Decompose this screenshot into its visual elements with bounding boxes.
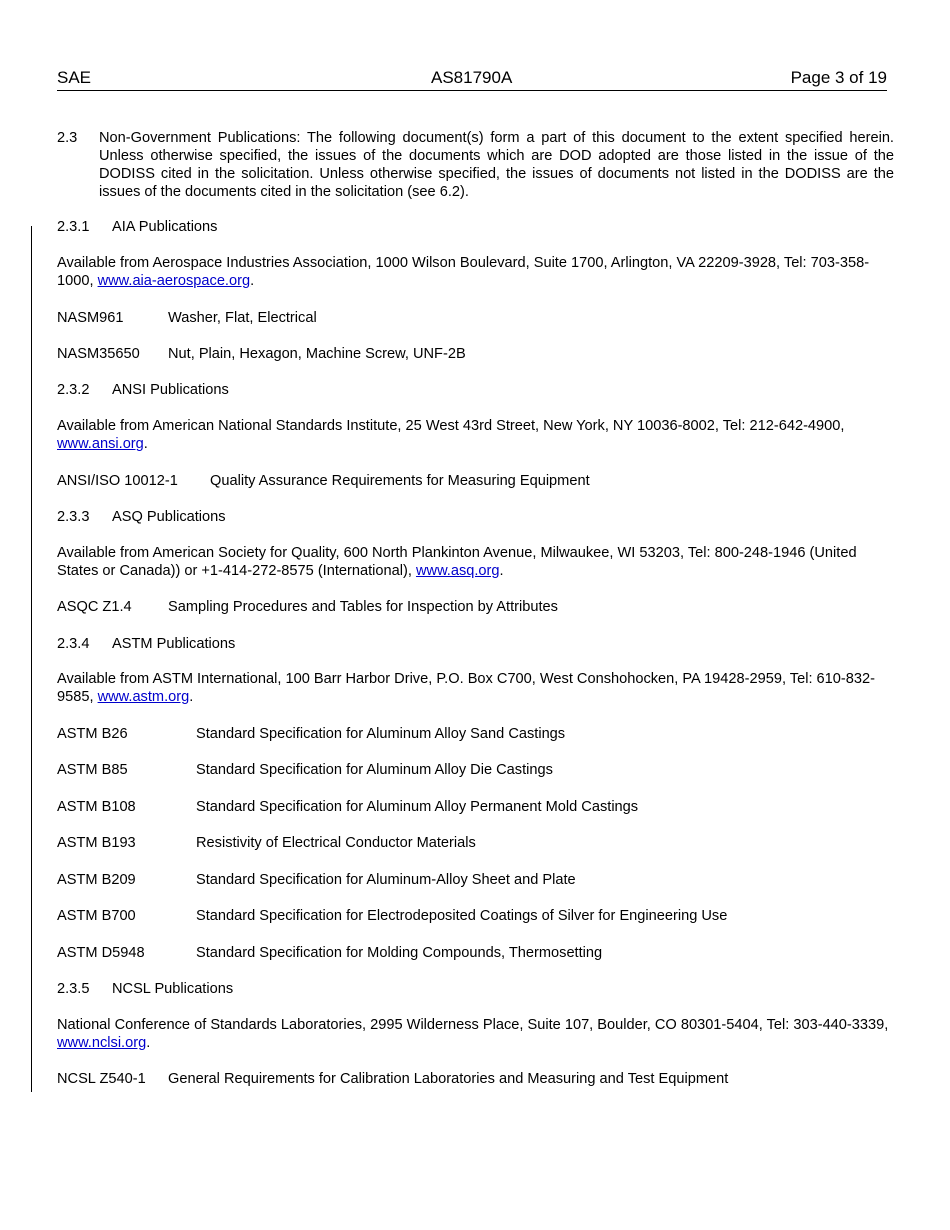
reference-row — [57, 798, 894, 816]
reference-title: Quality Assurance Requirements for Measuring Equipment — [210, 473, 590, 489]
availability-text: Available from Aerospace Industries Association, 1000 Wilson Boulevard, Suite 1700, Arlington, VA 22209-3928, Tel: 703-358-1000, — [57, 255, 870, 289]
section-heading-aia — [57, 218, 894, 236]
section-number: 2.3.2 — [57, 382, 90, 398]
page-header — [57, 68, 887, 91]
availability-asq: Available from American Society for Quality, 600 North Plankinton Avenue, Milwaukee, WI 53203, Tel: 800-248-1946 (United States or Canada)) or +1-414-272-8575 (International), www.asq.org. — [57, 545, 857, 579]
availability-text: Available from American Society for Quality, 600 North Plankinton Avenue, Milwaukee, WI 53203, Tel: 800-248-1946 (United States or Canada)) or +1-414-272-8575 (International), — [57, 545, 857, 579]
reference-code: NASM961 — [57, 310, 124, 326]
reference-title: Standard Specification for Electrodeposited Coatings of Silver for Engineering Use — [196, 908, 728, 924]
section-heading-ncsl — [57, 980, 894, 998]
ncsl-link[interactable]: www.nclsi.org — [57, 1035, 147, 1051]
reference-row — [57, 309, 894, 327]
header-org: SAE — [57, 68, 92, 87]
change-bar — [31, 226, 32, 1092]
section-heading-astm — [57, 635, 894, 653]
reference-title: Standard Specification for Aluminum Alloy Die Castings — [196, 762, 553, 778]
reference-row — [57, 907, 894, 925]
section-title: NCSL Publications — [112, 981, 234, 997]
reference-row — [57, 472, 894, 490]
header-doc-number: AS81790A — [431, 68, 513, 87]
header-page-number: Page 3 of 19 — [790, 68, 887, 87]
reference-title: Nut, Plain, Hexagon, Machine Screw, UNF-2B — [168, 346, 466, 362]
reference-code: ASTM B108 — [57, 799, 136, 815]
reference-code: ASTM B209 — [57, 872, 136, 888]
availability-text: Available from American National Standards Institute, 25 West 43rd Street, New York, NY 10036-8002, Tel: 212-642-4900, — [57, 418, 845, 434]
reference-title: Resistivity of Electrical Conductor Materials — [196, 835, 476, 851]
reference-row — [57, 725, 894, 743]
reference-title: Sampling Procedures and Tables for Inspection by Attributes — [168, 599, 558, 615]
reference-title: Standard Specification for Aluminum Alloy Permanent Mold Castings — [196, 799, 639, 815]
section-title: ASQ Publications — [112, 509, 226, 525]
section-title: ASTM Publications — [112, 636, 236, 652]
reference-code: ASTM B193 — [57, 835, 136, 851]
reference-code: NASM35650 — [57, 346, 140, 362]
section-text: Non-Government Publications: The following document(s) form a part of this document to the extent specified herein. Unless otherwise specified, the issues of the documents which are DOD adopted are those listed in the issue of the DODISS cited in the solicitation. Unless otherwise specified, the issues of documents not listed in the DODISS are the issues of the documents cited in the solicitation (see 6.2). — [99, 130, 894, 200]
reference-title: Standard Specification for Aluminum-Alloy Sheet and Plate — [196, 872, 576, 888]
reference-code: ANSI/ISO 10012-1 — [57, 473, 178, 489]
reference-title: Standard Specification for Molding Compounds, Thermosetting — [196, 945, 603, 961]
reference-row — [57, 345, 894, 363]
reference-row — [57, 598, 894, 616]
availability-text: National Conference of Standards Laboratories, 2995 Wilderness Place, Suite 107, Boulder, CO 80301-5404, Tel: 303-440-3339, — [57, 1017, 889, 1033]
availability-aia: Available from Aerospace Industries Association, 1000 Wilson Boulevard, Suite 1700, Arlington, VA 22209-3928, Tel: 703-358-1000, www.aia-aerospace.org. — [57, 255, 870, 289]
section-number: 2.3.1 — [57, 219, 90, 235]
reference-code: NCSL Z540-1 — [57, 1071, 146, 1087]
section-title: ANSI Publications — [112, 382, 229, 398]
reference-row — [57, 761, 894, 779]
reference-row — [57, 871, 894, 889]
asq-link[interactable]: www.asq.org — [415, 563, 500, 579]
section-number: 2.3 — [57, 130, 78, 146]
ansi-link[interactable]: www.ansi.org — [57, 436, 144, 452]
section-heading-asq — [57, 508, 894, 526]
section-title: AIA Publications — [112, 219, 218, 235]
section-number: 2.3.3 — [57, 509, 90, 525]
aia-link[interactable]: www.aia-aerospace.org — [97, 273, 251, 289]
reference-row — [57, 834, 894, 852]
reference-row — [57, 944, 894, 962]
availability-astm: Available from ASTM International, 100 Barr Harbor Drive, P.O. Box C700, West Conshohocken, PA 19428-2959, Tel: 610-832-9585, www.astm.org. — [57, 671, 875, 705]
reference-row — [57, 1070, 894, 1088]
astm-link[interactable]: www.astm.org — [97, 689, 190, 705]
reference-code: ASTM B26 — [57, 726, 128, 742]
reference-title: Standard Specification for Aluminum Alloy Sand Castings — [196, 726, 566, 742]
section-2-3 — [57, 129, 894, 201]
reference-code: ASQC Z1.4 — [57, 599, 132, 615]
availability-ansi: Available from American National Standards Institute, 25 West 43rd Street, New York, NY 10036-8002, Tel: 212-642-4900, www.ansi.org. — [57, 418, 845, 452]
reference-title: Washer, Flat, Electrical — [168, 310, 317, 326]
reference-code: ASTM D5948 — [57, 945, 145, 961]
availability-ncsl: National Conference of Standards Laboratories, 2995 Wilderness Place, Suite 107, Boulder, CO 80301-5404, Tel: 303-440-3339, www.nclsi.org. — [57, 1017, 889, 1051]
reference-code: ASTM B85 — [57, 762, 128, 778]
availability-text: Available from ASTM International, 100 Barr Harbor Drive, P.O. Box C700, West Conshohocken, PA 19428-2959, Tel: 610-832-9585, — [57, 671, 875, 705]
reference-title: General Requirements for Calibration Laboratories and Measuring and Test Equipment — [168, 1071, 729, 1087]
reference-code: ASTM B700 — [57, 908, 136, 924]
section-number: 2.3.4 — [57, 636, 90, 652]
section-number: 2.3.5 — [57, 981, 90, 997]
section-heading-ansi — [57, 381, 894, 399]
